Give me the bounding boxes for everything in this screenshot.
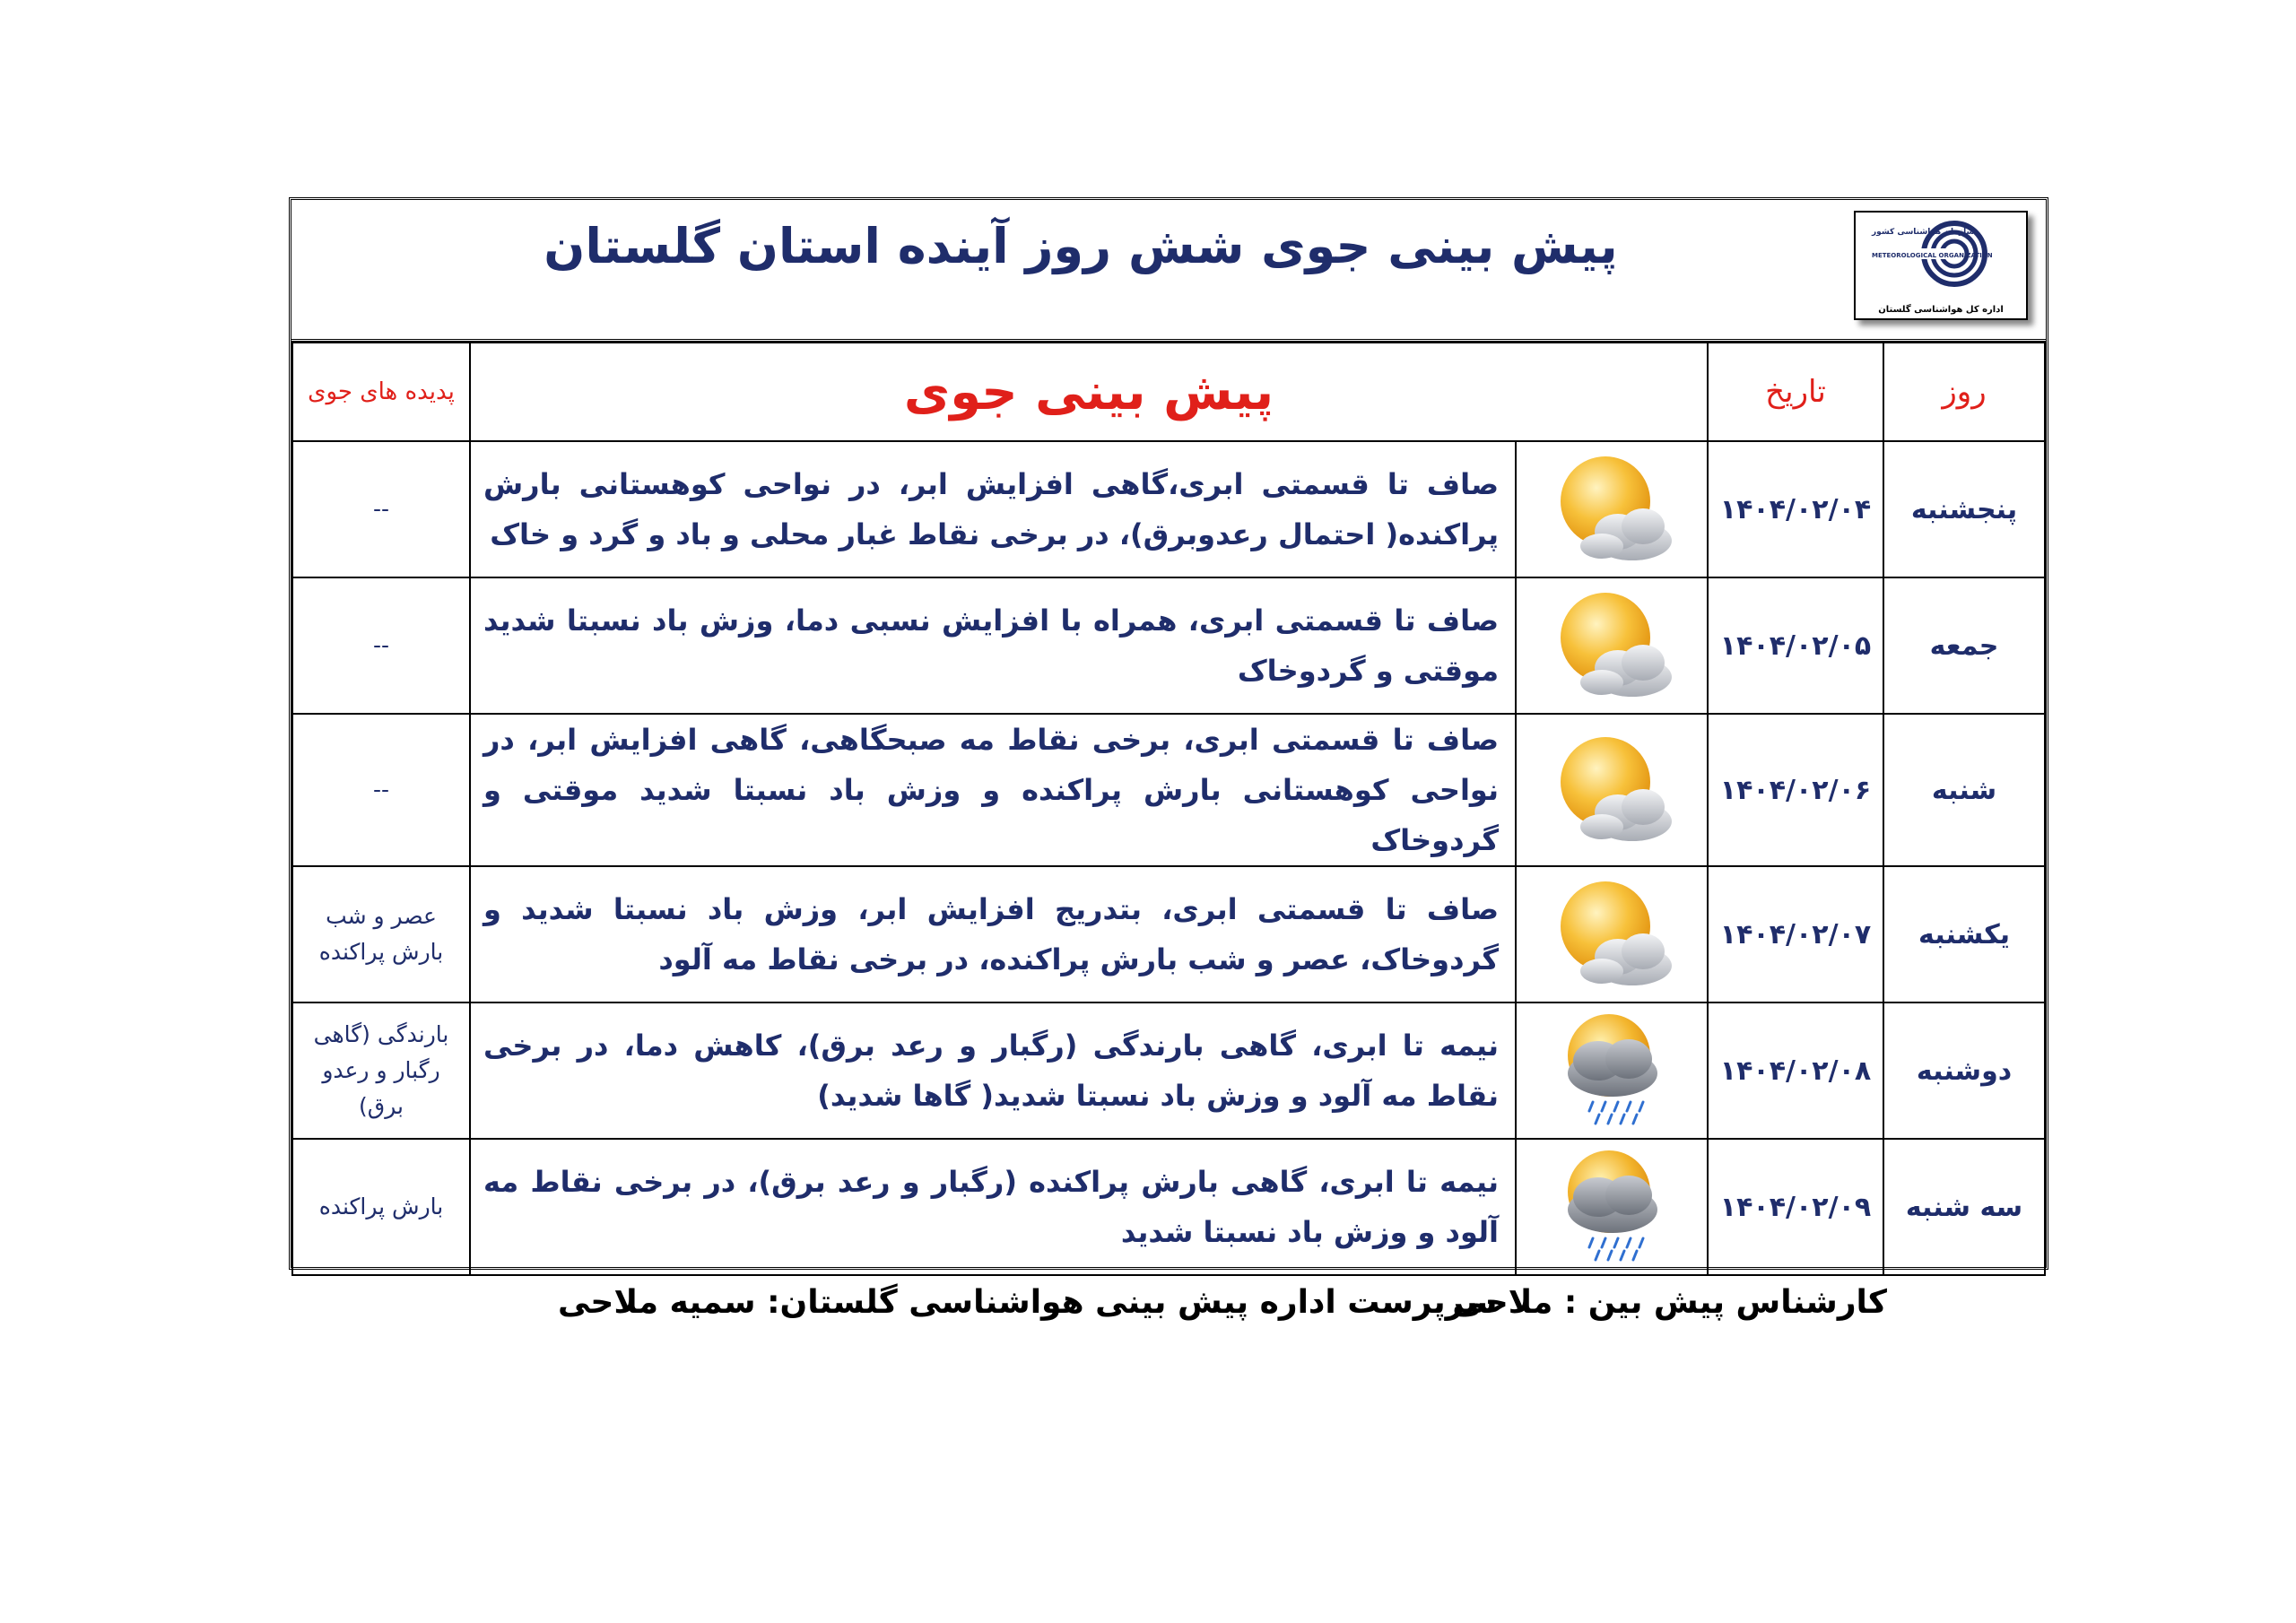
phenomena-cell: -- bbox=[292, 441, 470, 577]
logo-top-text: سازمان هواشناسی کشور bbox=[1872, 228, 1975, 237]
table-row bbox=[292, 441, 2045, 577]
meteorology-logo-icon bbox=[1856, 213, 2026, 295]
forecast-text-cell: صاف تا قسمتی ابری،گاهی افزایش ابر، در نواحی کوهستانی بارش پراکنده( احتمال رعدوبرق)، در برخی نقاط غبار محلی و باد و گرد و خاک bbox=[470, 441, 1516, 577]
column-header-phenomena: پدیده های جوی bbox=[292, 343, 470, 441]
phenomena-cell: -- bbox=[292, 714, 470, 866]
day-cell: شنبه bbox=[1883, 714, 2045, 866]
phenomena-cell: -- bbox=[292, 577, 470, 714]
forecast-text-cell: صاف تا قسمتی ابری، همراه با افزایش نسبی دما، وزش باد نسبتا شدید موقتی و گردوخاک bbox=[470, 577, 1516, 714]
partly-cloudy-icon bbox=[1544, 728, 1679, 852]
forecast-text-cell: نیمه تا ابری، گاهی بارش پراکنده (رگبار و رعد برق)، در برخی نقاط مه آلود و وزش باد نسبتا شدید bbox=[470, 1139, 1516, 1275]
sheet-header bbox=[291, 200, 2046, 342]
day-cell: دوشنبه bbox=[1883, 1002, 2045, 1139]
date-cell: ۱۴۰۴/۰۲/۰۸ bbox=[1708, 1002, 1883, 1139]
weather-icon-cell bbox=[1516, 1139, 1708, 1275]
column-header-date: تاریخ bbox=[1708, 343, 1883, 441]
date-cell: ۱۴۰۴/۰۲/۰۹ bbox=[1708, 1139, 1883, 1275]
rain-cloud-icon bbox=[1544, 1145, 1679, 1269]
partly-cloudy-icon bbox=[1544, 584, 1679, 707]
forecast-text-cell: نیمه تا ابری، گاهی بارندگی (رگبار و رعد برق)، کاهش دما، در برخی نقاط مه آلود و وزش باد نسبتا شدید( گاها شدید) bbox=[470, 1002, 1516, 1139]
date-cell: ۱۴۰۴/۰۲/۰۵ bbox=[1708, 577, 1883, 714]
partly-cloudy-icon bbox=[1544, 872, 1679, 996]
forecast-sheet bbox=[289, 197, 2048, 1270]
weather-icon-cell bbox=[1516, 577, 1708, 714]
table-header-row bbox=[292, 343, 2045, 441]
logo-caption: اداره کل هواشناسی گلستان bbox=[1878, 305, 2004, 315]
column-header-day: روز bbox=[1883, 343, 2045, 441]
column-header-forecast: پیش بینی جوی bbox=[470, 343, 1708, 441]
table-row bbox=[292, 1139, 2045, 1275]
day-cell: یکشنبه bbox=[1883, 866, 2045, 1002]
office-head-name: سرپرست اداره پیش بینی هواشناسی گلستان: سمیه ملاحی bbox=[558, 1284, 1498, 1321]
weather-icon-cell bbox=[1516, 441, 1708, 577]
day-cell: جمعه bbox=[1883, 577, 2045, 714]
table-row bbox=[292, 866, 2045, 1002]
forecaster-name: کارشناس پیش بین : ملاحی bbox=[1452, 1284, 1887, 1321]
logo-text-en: METEOROLOGICAL ORGANIZATION bbox=[1872, 252, 1993, 259]
day-cell: سه شنبه bbox=[1883, 1139, 2045, 1275]
partly-cloudy-icon bbox=[1544, 447, 1679, 571]
date-cell: ۱۴۰۴/۰۲/۰۶ bbox=[1708, 714, 1883, 866]
table-row bbox=[292, 577, 2045, 714]
phenomena-cell: بارش پراکنده bbox=[292, 1139, 470, 1275]
table-row bbox=[292, 1002, 2045, 1139]
date-cell: ۱۴۰۴/۰۲/۰۷ bbox=[1708, 866, 1883, 1002]
forecast-text-cell: صاف تا قسمتی ابری، برخی نقاط مه صبحگاهی، گاهی افزایش ابر، در نواحی کوهستانی بارش پراکنده و وزش باد نسبتا شدید موقتی و گردوخاک bbox=[470, 714, 1516, 866]
day-cell: پنجشنبه bbox=[1883, 441, 2045, 577]
weather-icon-cell bbox=[1516, 714, 1708, 866]
organization-logo bbox=[1854, 211, 2028, 320]
rain-cloud-icon bbox=[1544, 1009, 1679, 1133]
phenomena-cell: بارندگی (گاهی رگبار و رعدو برق) bbox=[292, 1002, 470, 1139]
date-cell: ۱۴۰۴/۰۲/۰۴ bbox=[1708, 441, 1883, 577]
weather-icon-cell bbox=[1516, 866, 1708, 1002]
phenomena-cell: عصر و شب بارش پراکنده bbox=[292, 866, 470, 1002]
page-title: پیش بینی جوی شش روز آینده استان گلستان bbox=[544, 218, 1618, 274]
weather-icon-cell bbox=[1516, 1002, 1708, 1139]
forecast-text-cell: صاف تا قسمتی ابری، بتدریج افزایش ابر، وزش باد نسبتا شدید و گردوخاک، عصر و شب بارش پراکنده، در برخی نقاط مه آلود bbox=[470, 866, 1516, 1002]
signature-footer bbox=[289, 1280, 2048, 1343]
table-row bbox=[292, 714, 2045, 866]
forecast-table bbox=[291, 342, 2046, 1276]
